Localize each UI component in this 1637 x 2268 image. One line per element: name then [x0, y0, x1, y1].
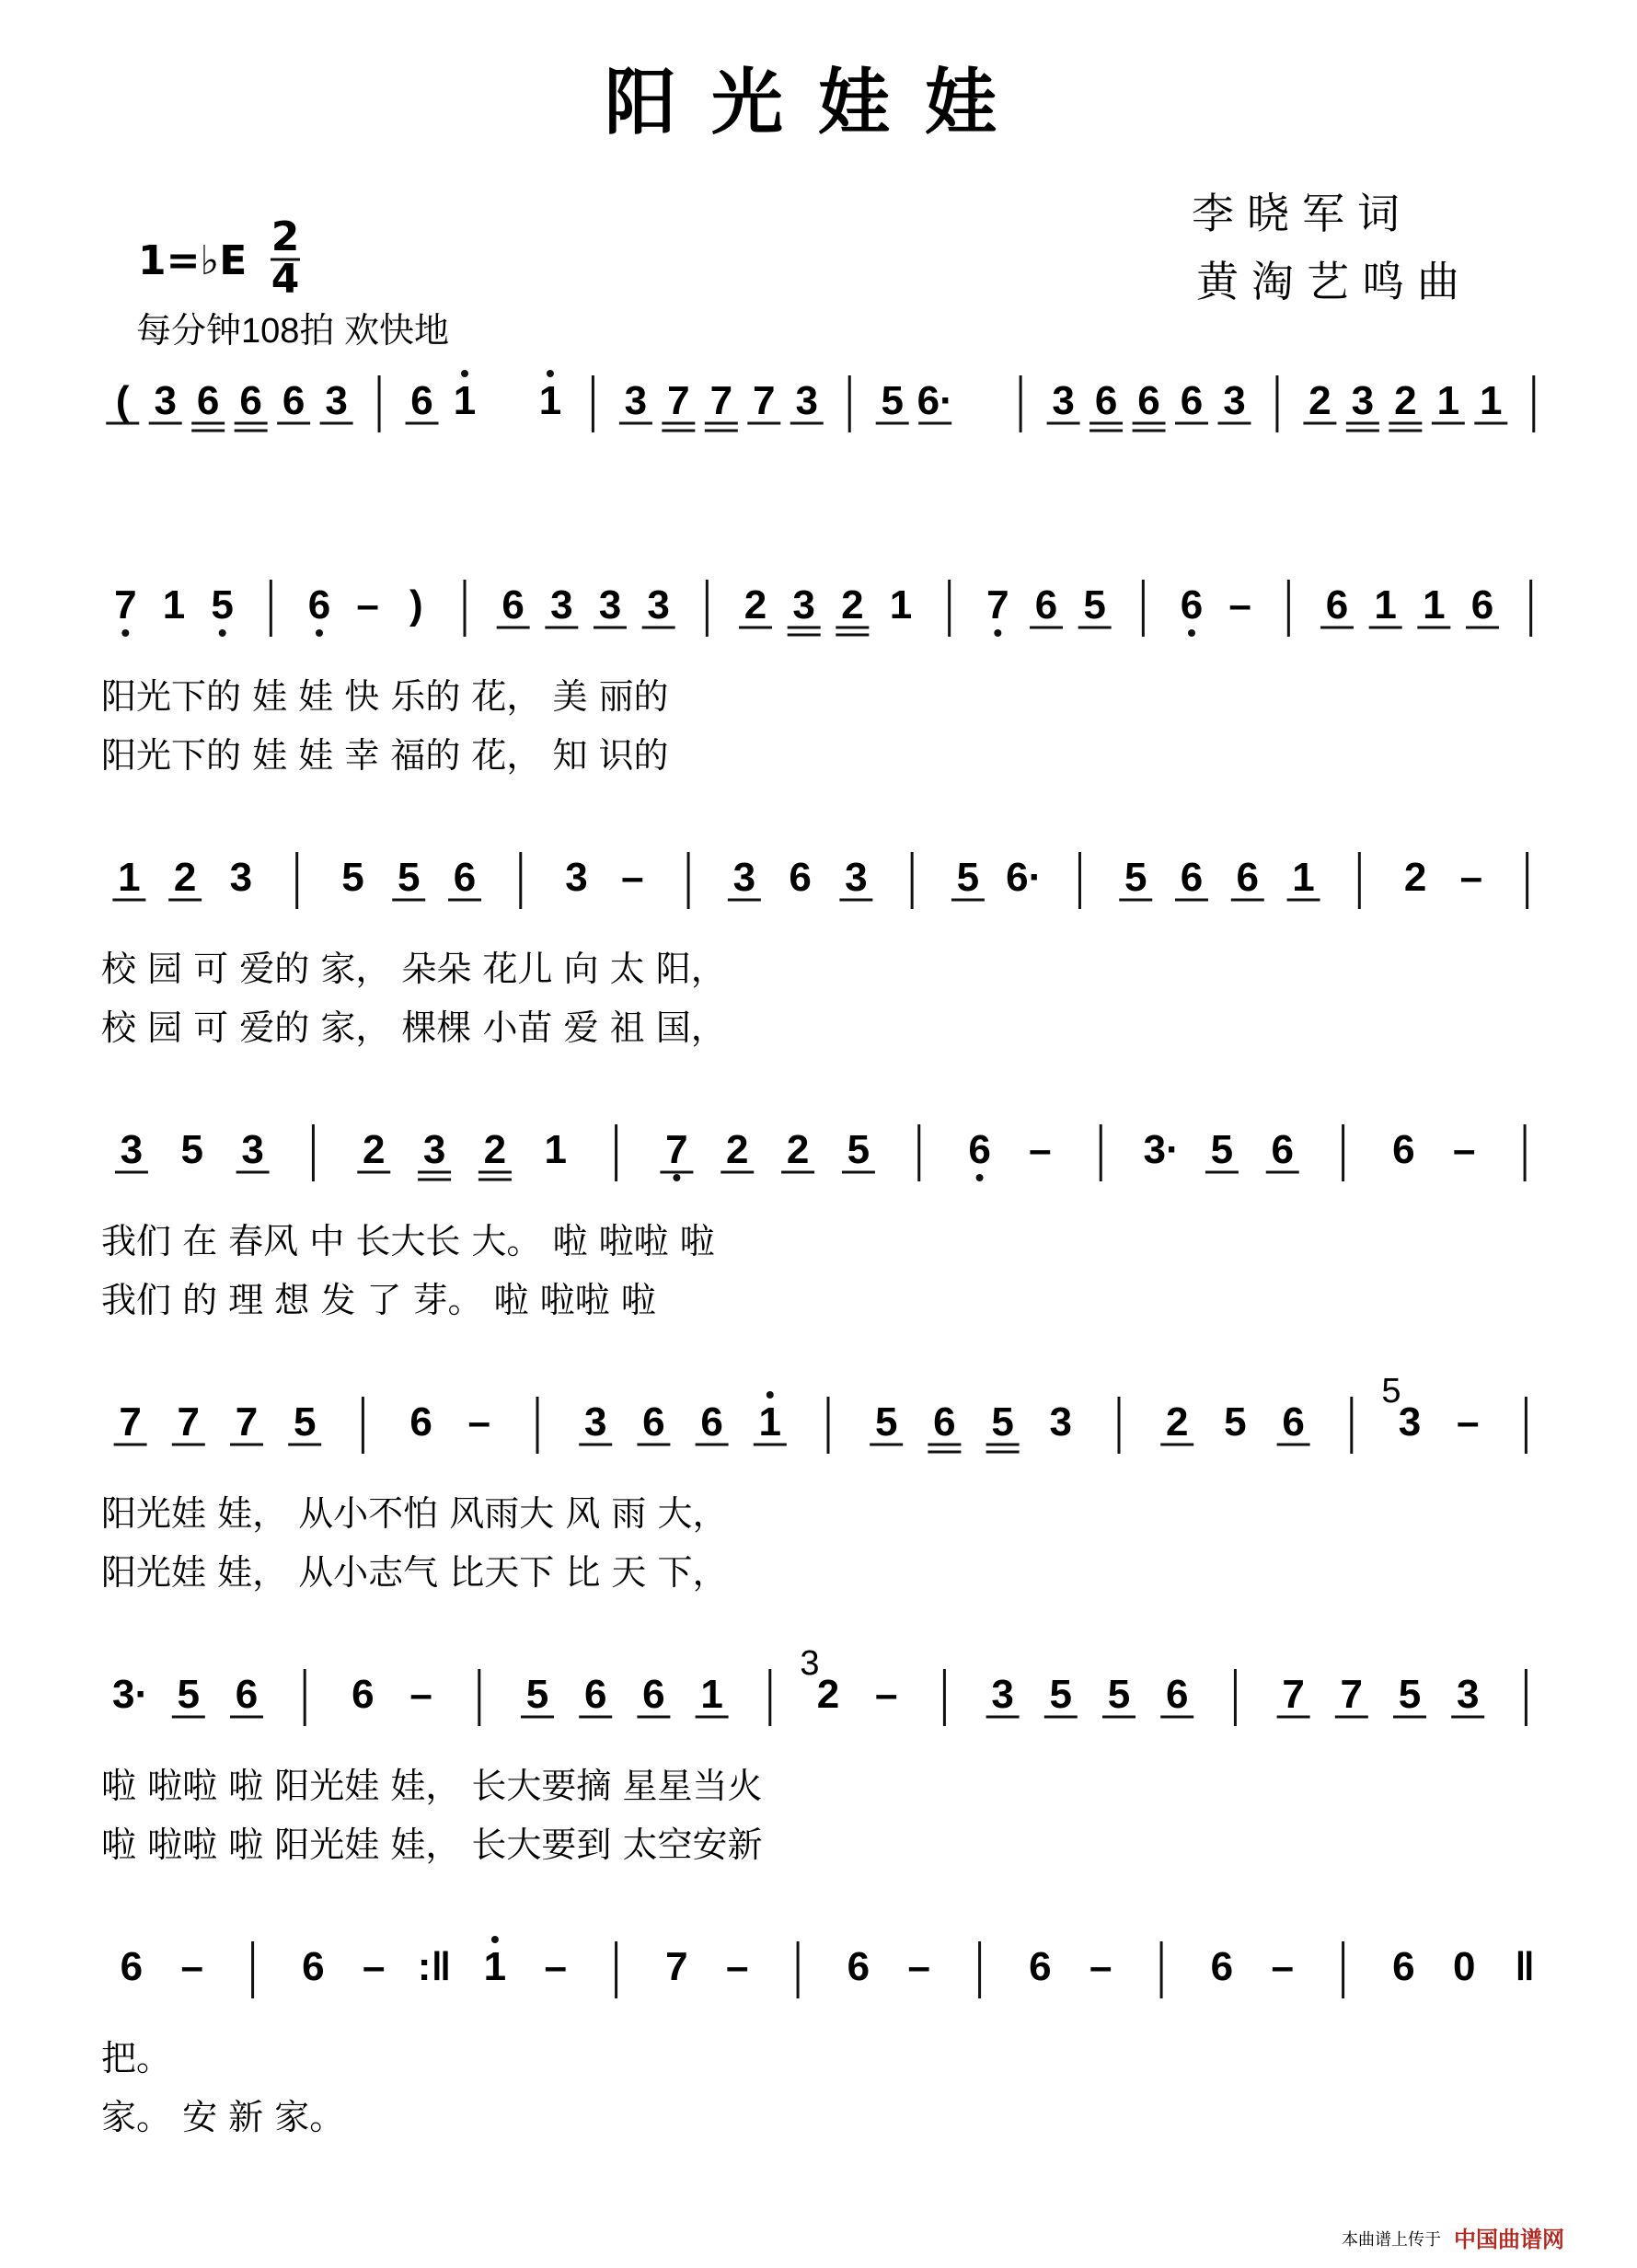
- note: 3·: [1143, 1127, 1180, 1172]
- note: –: [621, 855, 644, 900]
- lyricist-credit: 李晓军词: [1192, 189, 1412, 238]
- note: 3: [795, 378, 819, 423]
- note: –: [1029, 1127, 1052, 1172]
- note: –: [363, 1944, 386, 1989]
- lyric-line: 阳光下的 娃 娃 快 乐的 花， 美 丽的: [101, 676, 669, 717]
- note: 1: [758, 1399, 782, 1445]
- note: 3: [624, 378, 648, 423]
- note: 6: [1325, 582, 1349, 627]
- note: 1: [453, 378, 477, 423]
- note: 3: [565, 855, 588, 900]
- note: 6: [501, 582, 525, 627]
- note: 5: [293, 1399, 317, 1445]
- note: 7: [235, 1399, 259, 1445]
- note: 1: [1292, 855, 1315, 900]
- note: 1: [162, 582, 186, 627]
- note: 6: [1034, 582, 1058, 627]
- note: 2: [1394, 378, 1417, 423]
- lower-octave-dot: [316, 629, 323, 637]
- note: 6: [968, 1127, 991, 1172]
- note: 5: [211, 582, 234, 627]
- note: 6: [235, 1672, 259, 1717]
- note: 5: [525, 1672, 549, 1717]
- note: 6: [1180, 582, 1204, 627]
- note: 6: [1029, 1944, 1052, 1989]
- note: 5: [1224, 1399, 1247, 1445]
- note: 1: [1436, 378, 1460, 423]
- repeat-or-final-bar: ‖: [1515, 1944, 1536, 1989]
- note: 3: [1456, 1672, 1480, 1717]
- note: 5: [1210, 1127, 1234, 1172]
- note: –: [1228, 582, 1251, 627]
- notation-row-7: [101, 1936, 1535, 2137]
- note: 6: [1470, 582, 1494, 627]
- lower-octave-dot: [219, 629, 226, 637]
- parenthesis: ): [409, 582, 423, 627]
- notation-row-1: [106, 370, 1534, 432]
- note: 3: [1223, 378, 1246, 423]
- note: 1: [544, 1127, 567, 1172]
- lyric-line: 把。: [101, 2038, 172, 2078]
- note: 5: [1083, 582, 1106, 627]
- notation-row-6: [101, 1644, 1526, 1865]
- note: 1: [700, 1672, 723, 1717]
- note: 1: [1423, 582, 1446, 627]
- lyric-line: 啦 啦啦 啦 阳光娃 娃， 长大要摘 星星当火: [101, 1766, 763, 1806]
- note: 6: [1210, 1944, 1234, 1989]
- key-signature: 1=♭E: [138, 237, 248, 284]
- note: 3: [1049, 1399, 1073, 1445]
- note: 6: [196, 378, 220, 423]
- note: 5: [341, 855, 364, 900]
- note: 6: [1094, 378, 1118, 423]
- note: 6: [409, 1399, 432, 1445]
- note: 7: [1340, 1672, 1364, 1717]
- note: 6: [302, 1944, 325, 1989]
- note: 7: [177, 1399, 201, 1445]
- note: 3: [422, 1127, 446, 1172]
- lyric-line: 校 园 可 爱的 家， 棵棵 小苗 爱 祖 国，: [101, 1007, 726, 1048]
- note: 3: [1398, 1399, 1422, 1445]
- note: 2: [483, 1127, 507, 1172]
- note: 5: [397, 855, 421, 900]
- lower-octave-dot: [121, 629, 129, 637]
- lyric-line: 阳光娃 娃， 从小志气 比天下 比 天 下，: [101, 1552, 728, 1593]
- note: 5: [1124, 855, 1147, 900]
- notation-rows: [101, 370, 1535, 2137]
- note: –: [907, 1944, 930, 1989]
- note: 3: [845, 855, 868, 900]
- note: 2: [786, 1127, 810, 1172]
- note: 2: [1165, 1399, 1189, 1445]
- time-signature-bottom: 4: [271, 256, 300, 303]
- note: 7: [665, 1944, 688, 1989]
- note: 6: [1236, 855, 1260, 900]
- note: 2: [726, 1127, 749, 1172]
- note: –: [1456, 1399, 1480, 1445]
- footer-upload-text: 本曲谱上传于: [1342, 2230, 1441, 2250]
- note: 3: [154, 378, 177, 423]
- note: 5: [881, 378, 904, 423]
- note: –: [409, 1672, 432, 1717]
- note: 6: [1392, 1127, 1415, 1172]
- note: 7: [1282, 1672, 1305, 1717]
- note: 6: [1137, 378, 1160, 423]
- upper-octave-dot: [461, 370, 468, 377]
- note: 6: [789, 855, 812, 900]
- note: –: [1459, 855, 1483, 900]
- lyric-line: 阳光娃 娃， 从小不怕 风雨大 风 雨 大，: [101, 1493, 728, 1534]
- note: 6: [847, 1944, 870, 1989]
- notation-row-4: [101, 1124, 1525, 1320]
- note: 2: [841, 582, 864, 627]
- note: 2: [363, 1127, 386, 1172]
- note: 6: [1180, 378, 1204, 423]
- lower-octave-dot: [994, 629, 1001, 637]
- note: 3: [583, 1399, 607, 1445]
- note: 7: [665, 1127, 688, 1172]
- note: 5: [177, 1672, 201, 1717]
- note: 6: [453, 855, 477, 900]
- note: 6: [642, 1672, 665, 1717]
- notation-row-2: [101, 580, 1531, 776]
- note: –: [180, 1944, 203, 1989]
- note: 5: [180, 1127, 203, 1172]
- tempo-marking: 每分钟108拍 欢快地: [136, 312, 449, 351]
- lyric-line: 家。 安 新 家。: [101, 2097, 345, 2137]
- note: 1: [1480, 378, 1503, 423]
- note: 7: [119, 1399, 142, 1445]
- note: 5: [956, 855, 980, 900]
- note: 3: [229, 855, 253, 900]
- note: 6: [410, 378, 433, 423]
- note: –: [1089, 1944, 1112, 1989]
- note: 6: [583, 1672, 607, 1717]
- note: 5: [1107, 1672, 1131, 1717]
- upper-octave-dot: [767, 1391, 774, 1399]
- note: 6: [1165, 1672, 1189, 1717]
- note: 3: [1351, 378, 1375, 423]
- note: 1: [538, 378, 562, 423]
- footer-site-logo: 中国曲谱网: [1454, 2226, 1564, 2252]
- lyric-line: 我们 在 春风 中 长大长 大。 啦 啦啦 啦: [101, 1221, 715, 1261]
- note: 5: [1049, 1672, 1073, 1717]
- notation-row-3: [101, 852, 1527, 1048]
- note: –: [356, 582, 379, 627]
- note: 6: [1392, 1944, 1415, 1989]
- parenthesis: (: [115, 378, 130, 423]
- note: –: [467, 1399, 491, 1445]
- song-title: 阳光娃娃: [604, 61, 1032, 144]
- note: 1: [889, 582, 913, 627]
- note: 7: [709, 378, 733, 423]
- note: 3: [598, 582, 622, 627]
- note: 6: [933, 1399, 956, 1445]
- repeat-or-final-bar: :‖: [417, 1944, 452, 1989]
- lyric-line: 阳光下的 娃 娃 幸 福的 花， 知 识的: [101, 735, 669, 776]
- note: 6: [1180, 855, 1204, 900]
- note: –: [726, 1944, 749, 1989]
- note: 6: [352, 1672, 375, 1717]
- note: 2: [1403, 855, 1427, 900]
- grace-note: 5: [1381, 1372, 1401, 1410]
- note: 6: [239, 378, 262, 423]
- note: 1: [118, 855, 141, 900]
- upper-octave-dot: [547, 370, 554, 377]
- note: 3: [1052, 378, 1075, 423]
- note: –: [1453, 1127, 1476, 1172]
- note: 3: [325, 378, 348, 423]
- composer-credit: 黄淘艺鸣曲: [1196, 257, 1472, 306]
- note: 3: [647, 582, 670, 627]
- note: 5: [991, 1399, 1014, 1445]
- lower-octave-dot: [976, 1174, 984, 1181]
- note: 0: [1453, 1944, 1476, 1989]
- grace-note: 3: [800, 1644, 820, 1683]
- note: 2: [1308, 378, 1332, 423]
- note: 5: [874, 1399, 898, 1445]
- note: 6: [1271, 1127, 1294, 1172]
- note: 6·: [916, 378, 953, 423]
- note: 3: [792, 582, 815, 627]
- notation-row-5: [101, 1372, 1526, 1593]
- note: 1: [483, 1944, 507, 1989]
- lyric-line: 啦 啦啦 啦 阳光娃 娃， 长大要到 太空安新: [101, 1825, 763, 1865]
- note: 6: [642, 1399, 665, 1445]
- note: 6: [700, 1399, 723, 1445]
- note: 7: [986, 582, 1009, 627]
- note: 1: [1374, 582, 1397, 627]
- note: 3: [732, 855, 756, 900]
- lower-octave-dot: [1188, 629, 1195, 637]
- note: 3: [241, 1127, 264, 1172]
- note: –: [544, 1944, 567, 1989]
- note: 5: [1398, 1672, 1422, 1717]
- note: 7: [114, 582, 137, 627]
- note: 6: [282, 378, 305, 423]
- note: 2: [816, 1672, 840, 1717]
- note: 7: [667, 378, 690, 423]
- note: 6: [120, 1944, 144, 1989]
- note: –: [1271, 1944, 1294, 1989]
- note: 3: [991, 1672, 1014, 1717]
- note: 3: [120, 1127, 144, 1172]
- note: 7: [753, 378, 776, 423]
- lyric-line: 校 园 可 爱的 家， 朵朵 花儿 向 太 阳，: [101, 949, 726, 989]
- note: 6: [1282, 1399, 1305, 1445]
- note: 6: [307, 582, 331, 627]
- note: 3·: [112, 1672, 149, 1717]
- note: 5: [847, 1127, 870, 1172]
- lower-octave-dot: [673, 1174, 680, 1181]
- upper-octave-dot: [491, 1936, 499, 1943]
- lyric-line: 我们 的 理 想 发 了 芽。 啦 啦啦 啦: [101, 1280, 656, 1320]
- note: 3: [550, 582, 573, 627]
- note: 2: [173, 855, 197, 900]
- note: 6·: [1006, 855, 1043, 900]
- note: –: [874, 1672, 898, 1717]
- note: 2: [744, 582, 767, 627]
- time-signature-top: 2: [271, 213, 300, 260]
